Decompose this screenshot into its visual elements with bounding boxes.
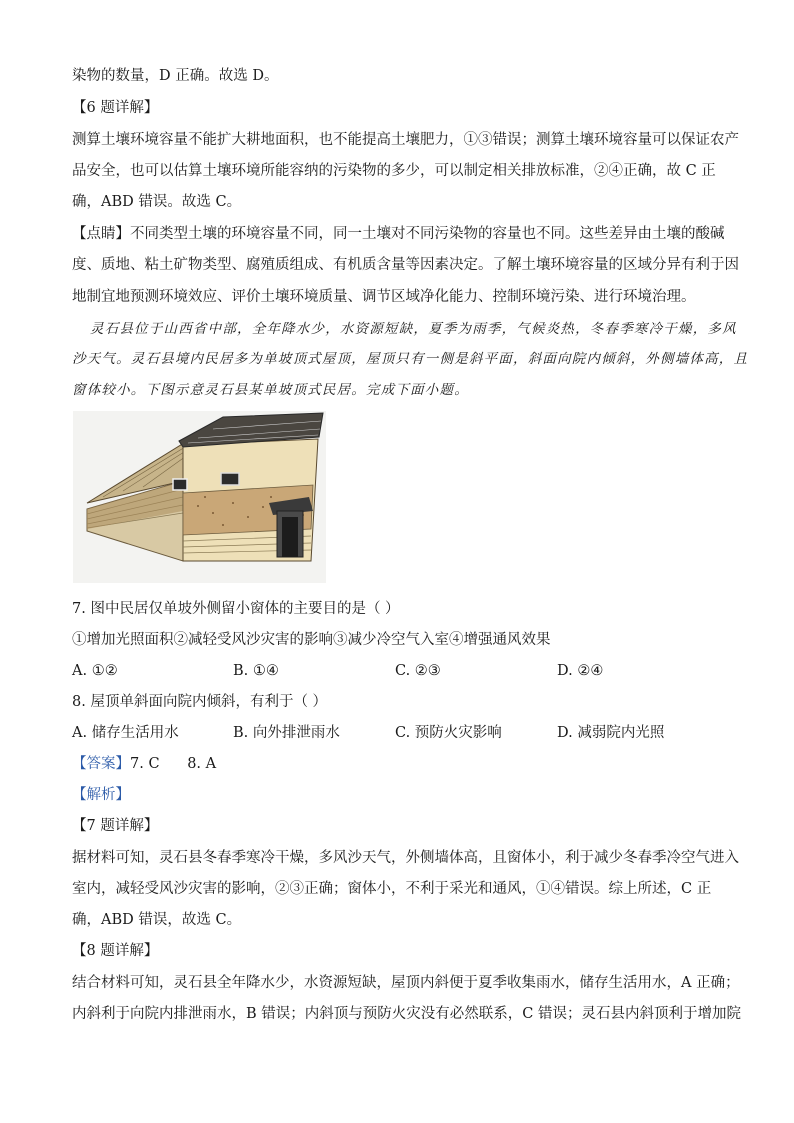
q8-option-c: C. 预防火灾影响 (395, 725, 502, 741)
q8-option-a: A. 储存生活用水 (72, 725, 179, 741)
answer-text: 7. C 8. A (130, 756, 217, 772)
text-line: 结合材料可知，灵石县全年降水少，水资源短缺，屋顶内斜便于夏季收集雨水，储存生活用水，A 正确； (72, 975, 740, 991)
text-line: 染物的数量，D 正确。故选 D。 (72, 68, 279, 84)
answer-label: 【答案】 (72, 756, 130, 772)
text-line: 测算土壤环境容量不能扩大耕地面积，也不能提高土壤肥力，①③错误；测算土壤环境容量可以保证农产 (72, 132, 739, 148)
text-line: 内斜利于向院内排泄雨水，B 错误；内斜顶与预防火灾没有必然联系，C 错误；灵石县内斜顶利于增加院 (72, 1006, 741, 1022)
house-illustration (73, 411, 326, 583)
text-line: 品安全，也可以估算土壤环境所能容纳的污染物的多少，可以制定相关排放标准，②④正确，故 C 正 (72, 163, 716, 179)
text-line: 地制宜地预测环境效应、评价土壤环境质量、调节区域净化能力、控制环境污染、进行环境治理。 (72, 289, 696, 305)
text-line: 确，ABD 错误，故选 C。 (72, 912, 242, 928)
analysis-label: 【解析】 (72, 787, 130, 803)
text-line: 确，ABD 错误。故选 C。 (72, 194, 242, 210)
q7-stem: 7. 图中民居仅单坡外侧留小窗体的主要目的是（ ） (72, 601, 400, 617)
q7-option-a: A. ①② (72, 663, 118, 679)
q7-option-d: D. ②④ (557, 663, 604, 679)
passage-line: 灵石县位于山西省中部，全年降水少，水资源短缺，夏季为雨季，气候炎热，冬春季寒冷干燥，多风 (90, 321, 737, 337)
q8-option-b: B. 向外排泄雨水 (233, 725, 340, 741)
text-line: 室内，减轻受风沙灾害的影响，②③正确；窗体小，不利于采光和通风，①④错误。综上所述，C 正 (72, 881, 712, 897)
text-line: 据材料可知，灵石县冬春季寒冷干燥，多风沙天气，外侧墙体高，且窗体小，利于减少冬春季冷空气进入 (72, 850, 739, 866)
house-drawing (73, 411, 326, 583)
passage-line: 窗体较小。下图示意灵石县某单坡顶式民居。完成下面小题。 (72, 382, 469, 398)
section-head-7: 【7 题详解】 (72, 818, 159, 834)
section-head-6: 【6 题详解】 (72, 100, 159, 116)
q7-option-c: C. ②③ (395, 663, 441, 679)
section-head-8: 【8 题详解】 (72, 943, 159, 959)
q8-option-d: D. 减弱院内光照 (557, 725, 665, 741)
tip-line: 【点睛】不同类型土壤的环境容量不同，同一土壤对不同污染物的容量也不同。这些差异由土壤的酸碱 (72, 226, 725, 242)
q7-option-b: B. ①④ (233, 663, 279, 679)
text-line: 度、质地、粘土矿物类型、腐殖质组成、有机质含量等因素决定。了解土壤环境容量的区域分异有利于因 (72, 257, 739, 273)
q8-stem: 8. 屋顶单斜面向院内倾斜，有利于（ ） (72, 694, 328, 710)
passage-line: 沙天气。灵石县境内民居多为单坡顶式屋顶，屋顶只有一侧是斜平面，斜面向院内倾斜，外侧墙体高，且 (72, 351, 749, 367)
answer-line (72, 755, 216, 773)
q7-statements: ①增加光照面积②减轻受风沙灾害的影响③减少冷空气入室④增强通风效果 (72, 632, 551, 648)
